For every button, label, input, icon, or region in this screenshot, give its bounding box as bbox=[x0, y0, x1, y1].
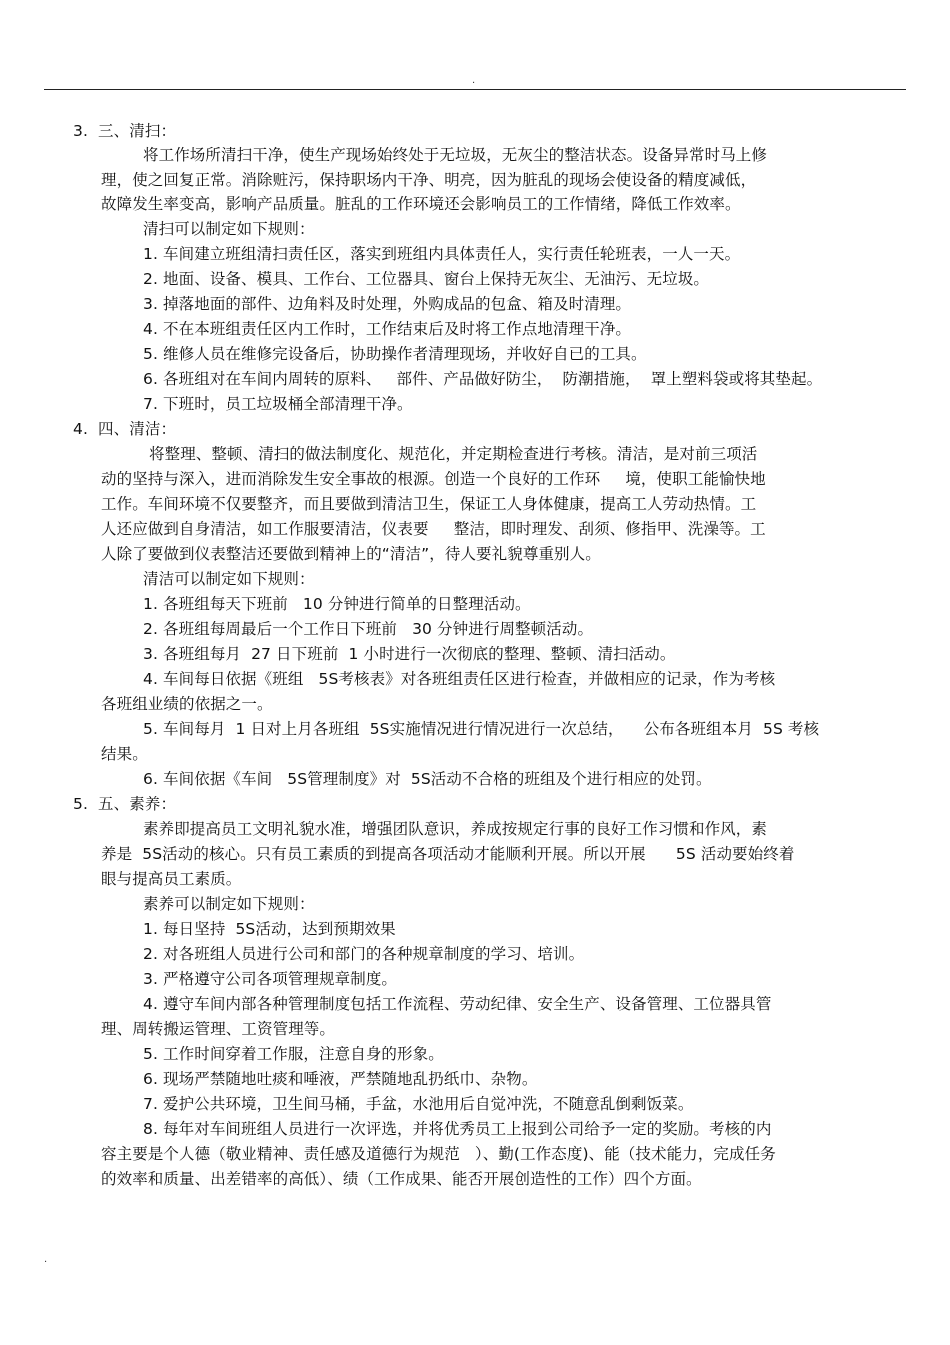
text-line: 5. 车间每月 1 日对上月各班组 5S实施情况进行情况进行一次总结， 公布各班组本月 5S 考核 bbox=[143, 720, 820, 738]
text-line: 人除了要做到仪表整洁还要做到精神上的“清洁”，待人要礼貌尊重别人。 bbox=[101, 545, 601, 563]
text-line: 各班组业绩的依据之一。 bbox=[101, 695, 273, 713]
text-line: 理、周转搬运管理、工资管理等。 bbox=[101, 1020, 336, 1038]
text-line: 7. 爱护公共环境，卫生间马桶，手盆，水池用后自觉冲洗，不随意乱倒剩饭菜。 bbox=[143, 1095, 694, 1113]
text-line: 动的坚持与深入，进而消除发生安全事故的根源。创造一个良好的工作环 境，使职工能愉快地 bbox=[101, 470, 766, 488]
text-line: 结果。 bbox=[101, 745, 148, 763]
text-line: 4. 车间每日依据《班组 5S考核表》对各班组责任区进行检查，并做相应的记录，作为考核 bbox=[143, 670, 776, 688]
text-line: 眼与提高员工素质。 bbox=[101, 870, 242, 888]
text-line: 将工作场所清扫干净，使生产现场始终处于无垃圾，无灰尘的整洁状态。设备异常时马上修 bbox=[143, 146, 768, 164]
text-line: 6. 各班组对在车间内周转的原料、 部件、产品做好防尘， 防潮措施， 罩上塑料袋或将其垫起。 bbox=[143, 370, 823, 388]
text-line: 3. 三、清扫： bbox=[73, 122, 177, 140]
footer-mark: . bbox=[44, 1254, 48, 1265]
text-line: 故障发生率变高，影响产品质量。脏乱的工作环境还会影响员工的工作情绪，降低工作效率。 bbox=[101, 195, 741, 213]
text-line: 将整理、整顿、清扫的做法制度化、规范化，并定期检查进行考核。清洁，是对前三项活 bbox=[149, 445, 758, 463]
text-line: 3. 掉落地面的部件、边角料及时处理，外购成品的包盒、箱及时清理。 bbox=[143, 295, 632, 313]
header-rule bbox=[44, 89, 906, 90]
text-line: 3. 各班组每月 27 日下班前 1 小时进行一次彻底的整理、整顿、清扫活动。 bbox=[143, 645, 676, 663]
text-line: 4. 遵守车间内部各种管理制度包括工作流程、劳动纪律、安全生产、设备管理、工位器具管 bbox=[143, 995, 772, 1013]
text-line: 素养可以制定如下规则： bbox=[143, 895, 315, 913]
text-line: 1. 每日坚持 5S活动，达到预期效果 bbox=[143, 920, 396, 938]
text-line: 4. 四、清洁： bbox=[73, 420, 177, 438]
header-mark: . bbox=[472, 75, 476, 86]
text-line: 1. 各班组每天下班前 10 分钟进行简单的日整理活动。 bbox=[143, 595, 531, 613]
text-line: 6. 现场严禁随地吐痰和唾液，严禁随地乱扔纸巾、杂物。 bbox=[143, 1070, 538, 1088]
text-line: 的效率和质量、出差错率的高低）、绩（工作成果、能否开展创造性的工作）四个方面。 bbox=[101, 1170, 702, 1188]
text-line: 清洁可以制定如下规则： bbox=[143, 570, 315, 588]
text-line: 7. 下班时，员工垃圾桶全部清理干净。 bbox=[143, 395, 413, 413]
text-line: 2. 各班组每周最后一个工作日下班前 30 分钟进行周整顿活动。 bbox=[143, 620, 594, 638]
text-line: 1. 车间建立班组清扫责任区，落实到班组内具体责任人，实行责任轮班表，一人一天。 bbox=[143, 245, 741, 263]
text-line: 理，使之回复正常。消除赃污，保持职场内干净、明亮，因为脏乱的现场会使设备的精度减低， bbox=[101, 171, 757, 189]
text-line: 养是 5S活动的核心。只有员工素质的到提高各项活动才能顺利开展。所以开展 5S 活动要始终着 bbox=[101, 845, 795, 863]
text-line: 素养即提高员工文明礼貌水准，增强团队意识，养成按规定行事的良好工作习惯和作风，素 bbox=[143, 820, 768, 838]
text-line: 2. 对各班组人员进行公司和部门的各种规章制度的学习、培训。 bbox=[143, 945, 585, 963]
text-line: 2. 地面、设备、模具、工作台、工位器具、窗台上保持无灰尘、无油污、无垃圾。 bbox=[143, 270, 710, 288]
text-line: 容主要是个人德（敬业精神、责任感及道德行为规范 ）、勤(工作态度)、能（技术能力，完成任务 bbox=[101, 1145, 776, 1163]
text-line: 5. 五、素养： bbox=[73, 795, 177, 813]
text-line: 人还应做到自身清洁，如工作服要清洁，仪表要 整洁，即时理发、刮须、修指甲、洗澡等。工 bbox=[101, 520, 766, 538]
text-line: 3. 严格遵守公司各项管理规章制度。 bbox=[143, 970, 398, 988]
text-line: 清扫可以制定如下规则： bbox=[143, 220, 315, 238]
text-line: 工作。车间环境不仅要整齐，而且要做到清洁卫生，保证工人身体健康，提高工人劳动热情。工 bbox=[101, 495, 757, 513]
text-line: 6. 车间依据《车间 5S管理制度》对 5S活动不合格的班组及个进行相应的处罚。 bbox=[143, 770, 712, 788]
text-line: 5. 工作时间穿着工作服，注意自身的形象。 bbox=[143, 1045, 444, 1063]
text-line: 5. 维修人员在维修完设备后，协助操作者清理现场，并收好自已的工具。 bbox=[143, 345, 647, 363]
text-line: 4. 不在本班组责任区内工作时，工作结束后及时将工作点地清理干净。 bbox=[143, 320, 632, 338]
text-line: 8. 每年对车间班组人员进行一次评选，并将优秀员工上报到公司给予一定的奖励。考核的内 bbox=[143, 1120, 772, 1138]
